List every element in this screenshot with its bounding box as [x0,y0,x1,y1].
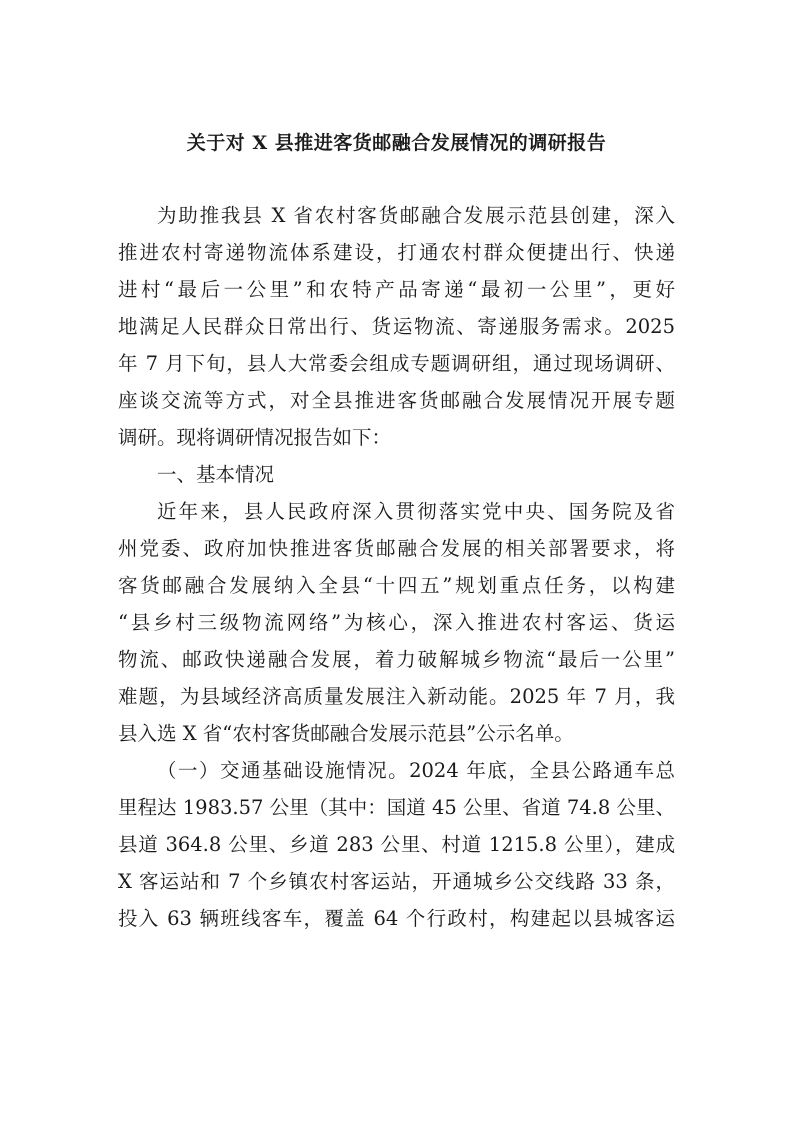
paragraph-line: 地满足人民群众日常出行、货运物流、寄递服务需求。2025 [118,315,675,338]
paragraph-line: 里程达 1983.57 公里（其中：国道 45 公里、省道 74.8 公里、 [118,796,675,819]
paragraph-line: 年 7 月下旬，县人大常委会组成专题调研组，通过现场调研、 [118,352,675,375]
paragraph-line: 县道 364.8 公里、乡道 283 公里、村道 1215.8 公里），建成 [118,833,675,856]
paragraph-line: 州党委、政府加快推进客货邮融合发展的相关部署要求，将 [118,537,675,560]
paragraph-line: 难题，为县域经济高质量发展注入新动能。2025 年 7 月，我 [118,685,675,708]
paragraph-line: X 客运站和 7 个乡镇农村客运站，开通城乡公交线路 33 条， [118,870,675,893]
paragraph-line: 进村“最后一公里”和农特产品寄递“最初一公里”，更好 [118,278,675,301]
paragraph-line: 客货邮融合发展纳入全县“十四五”规划重点任务，以构建 [118,574,675,597]
paragraph-line: 调研。现将调研情况报告如下： [118,426,392,449]
paragraph-line: 为助推我县 X 省农村客货邮融合发展示范县创建，深入 [157,204,675,227]
paragraph-line: 座谈交流等方式，对全县推进客货邮融合发展情况开展专题 [118,389,675,412]
paragraph-line: 县入选 X 省“农村客货邮融合发展示范县”公示名单。 [118,722,574,745]
paragraph-line: 投入 63 辆班线客车，覆盖 64 个行政村，构建起以县城客运 [118,907,675,930]
document-title: 关于对 X 县推进客货邮融合发展情况的调研报告 [186,132,607,154]
paragraph-line: （一）交通基础设施情况。2024 年底，全县公路通车总 [157,759,675,782]
paragraph-line: “县乡村三级物流网络”为核心，深入推进农村客运、货运 [118,611,675,634]
paragraph-line: 推进农村寄递物流体系建设，打通农村群众便捷出行、快递 [118,241,675,264]
paragraph-line: 近年来，县人民政府深入贯彻落实党中央、国务院及省 [157,500,675,523]
section-heading: 一、基本情况 [157,463,275,486]
paragraph-line: 物流、邮政快递融合发展，着力破解城乡物流“最后一公里” [118,648,675,671]
